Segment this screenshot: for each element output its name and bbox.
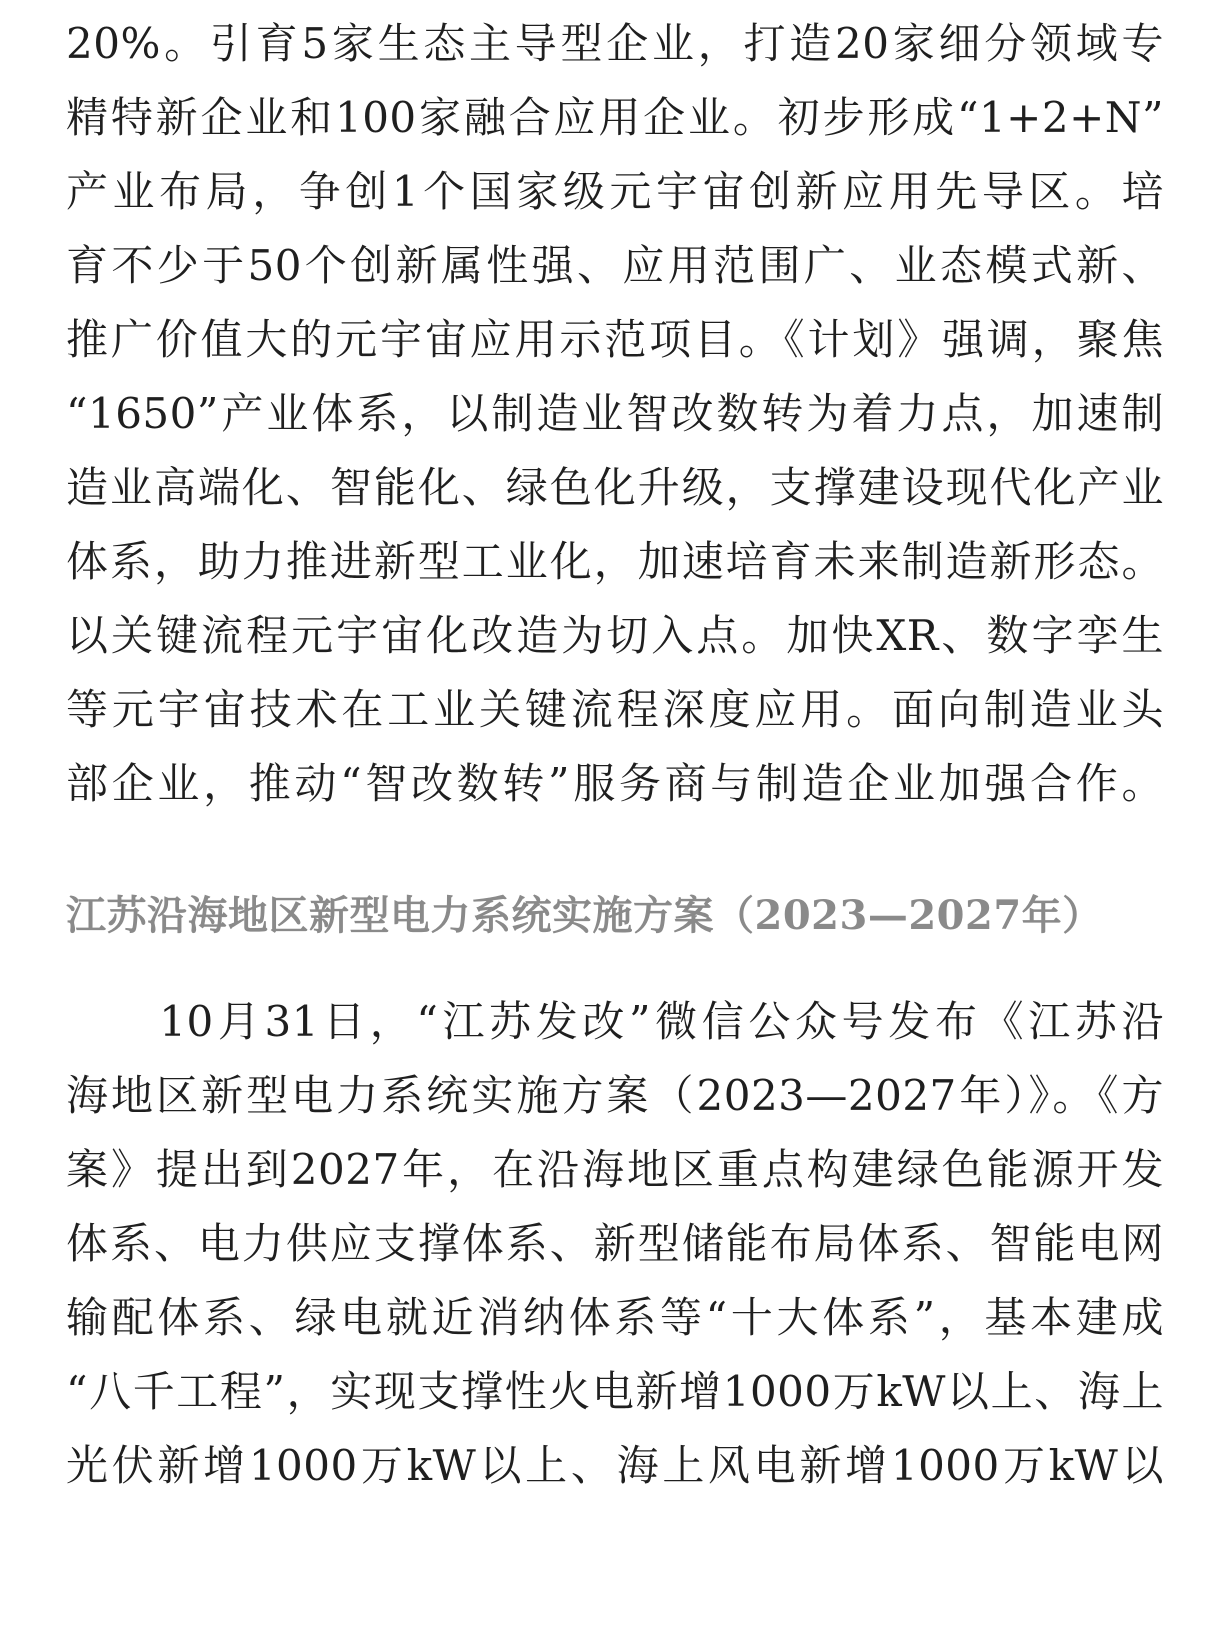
paragraph-1-line-5: 推广价值大的元宇宙应用示范项目。《计划》强调，聚焦: [66, 315, 1164, 364]
section-heading: 江苏沿海地区新型电力系统实施方案（2023—2027年）: [66, 892, 1103, 939]
paragraph-2-line-2: 海地区新型电力系统实施方案（2023—2027年）》。《方: [66, 1071, 1164, 1120]
paragraph-1-line-8: 体系，助力推进新型工业化，加速培育未来制造新形态。: [66, 537, 1164, 586]
paragraph-2-line-3: 案》提出到2027年，在沿海地区重点构建绿色能源开发: [66, 1145, 1164, 1194]
paragraph-2-line-6: “八千工程”，实现支撑性火电新增1000万kW以上、海上: [66, 1367, 1164, 1416]
paragraph-1-line-3: 产业布局，争创1个国家级元宇宙创新应用先导区。培: [66, 167, 1164, 216]
paragraph-2-line-1: 10月31日，“江苏发改”微信公众号发布《江苏沿: [66, 997, 1164, 1046]
paragraph-1-line-9: 以关键流程元宇宙化改造为切入点。加快XR、数字孪生: [66, 611, 1164, 660]
paragraph-1-line-7: 造业高端化、智能化、绿色化升级，支撑建设现代化产业: [66, 463, 1164, 512]
paragraph-1-line-2: 精特新企业和100家融合应用企业。初步形成“1+2+N”: [66, 93, 1164, 142]
paragraph-1-line-1: 20%。引育5家生态主导型企业，打造20家细分领域专: [66, 19, 1164, 68]
paragraph-2-line-7: 光伏新增1000万kW以上、海上风电新增1000万kW以: [66, 1441, 1164, 1490]
paragraph-2-line-4: 体系、电力供应支撑体系、新型储能布局体系、智能电网: [66, 1219, 1164, 1268]
paragraph-2-line-5: 输配体系、绿电就近消纳体系等“十大体系”，基本建成: [66, 1293, 1164, 1342]
paragraph-1-line-6: “1650”产业体系，以制造业智改数转为着力点，加速制: [66, 389, 1164, 438]
paragraph-1-line-10: 等元宇宙技术在工业关键流程深度应用。面向制造业头: [66, 685, 1164, 734]
paragraph-1-line-11: 部企业，推动“智改数转”服务商与制造企业加强合作。: [66, 759, 1164, 808]
paragraph-1-line-4: 育不少于50个创新属性强、应用范围广、业态模式新、: [66, 241, 1164, 290]
